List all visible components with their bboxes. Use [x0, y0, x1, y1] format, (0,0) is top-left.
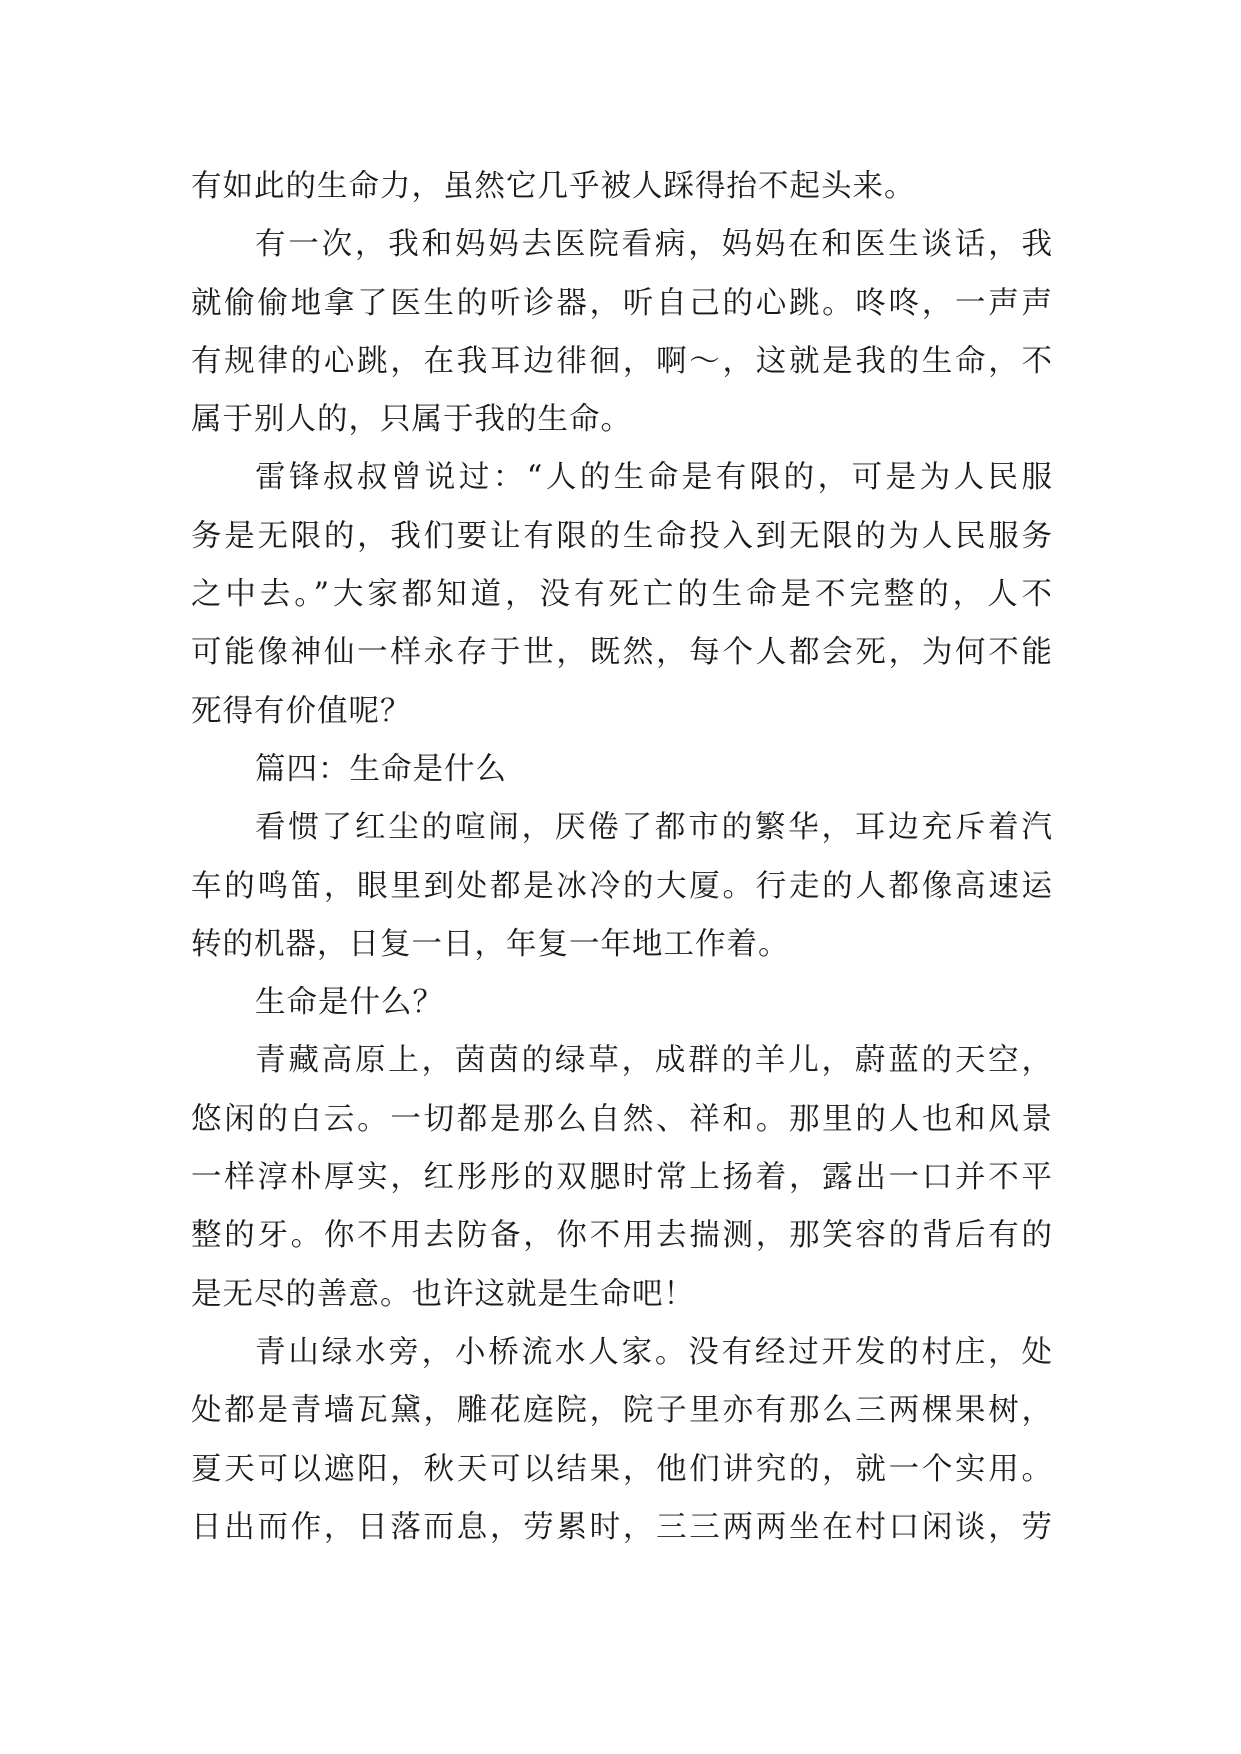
text-line: 整的牙。你不用去防备，你不用去揣测，那笑容的背后有的: [191, 1218, 1053, 1254]
text-line: 属于别人的，只属于我的生命。: [191, 402, 632, 438]
text-line: 之中去。”大家都知道，没有死亡的生命是不完整的，人不: [191, 577, 1053, 613]
text-line: 一样淳朴厚实，红彤彤的双腮时常上扬着，露出一口并不平: [191, 1160, 1053, 1196]
text-line: 日出而作，日落而息，劳累时，三三两两坐在村口闲谈，劳: [191, 1509, 1053, 1545]
body-text: [191, 158, 1053, 1557]
text-line: 看惯了红尘的喧闹，厌倦了都市的繁华，耳边充斥着汽: [255, 810, 1053, 846]
text-line: 车的鸣笛，眼里到处都是冰冷的大厦。行走的人都像高速运: [191, 868, 1053, 904]
text-line: 篇四：生命是什么: [255, 751, 507, 787]
text-line: 死得有价值呢？: [191, 693, 412, 729]
text-line: 处都是青墙瓦黛，雕花庭院，院子里亦有那么三两棵果树，: [191, 1393, 1053, 1429]
text-line: 有如此的生命力，虽然它几乎被人踩得抬不起头来。: [191, 169, 916, 204]
text-line: 雷锋叔叔曾说过：“人的生命是有限的，可是为人民服: [255, 460, 1053, 496]
text-line: 生命是什么？: [255, 985, 444, 1021]
text-line: 就偷偷地拿了医生的听诊器，听自己的心跳。咚咚，一声声: [191, 285, 1053, 321]
text-line: 夏天可以遮阳，秋天可以结果，他们讲究的，就一个实用。: [191, 1451, 1053, 1487]
text-line: 是无尽的善意。也许这就是生命吧！: [191, 1276, 695, 1312]
text-line: 可能像神仙一样永存于世，既然，每个人都会死，为何不能: [191, 635, 1053, 671]
text-line: 有规律的心跳，在我耳边徘徊，啊～，这就是我的生命，不: [191, 343, 1053, 379]
text-line: 悠闲的白云。一切都是那么自然、祥和。那里的人也和风景: [191, 1101, 1053, 1137]
text-line: 转的机器，日复一日，年复一年地工作着。: [191, 926, 790, 962]
text-line: 务是无限的，我们要让有限的生命投入到无限的为人民服务: [191, 518, 1053, 554]
text-line: 有一次，我和妈妈去医院看病，妈妈在和医生谈话，我: [255, 227, 1053, 263]
text-line: 青山绿水旁，小桥流水人家。没有经过开发的村庄，处: [255, 1334, 1053, 1370]
text-line: 青藏高原上，茵茵的绿草，成群的羊儿，蔚蓝的天空，: [255, 1043, 1053, 1079]
